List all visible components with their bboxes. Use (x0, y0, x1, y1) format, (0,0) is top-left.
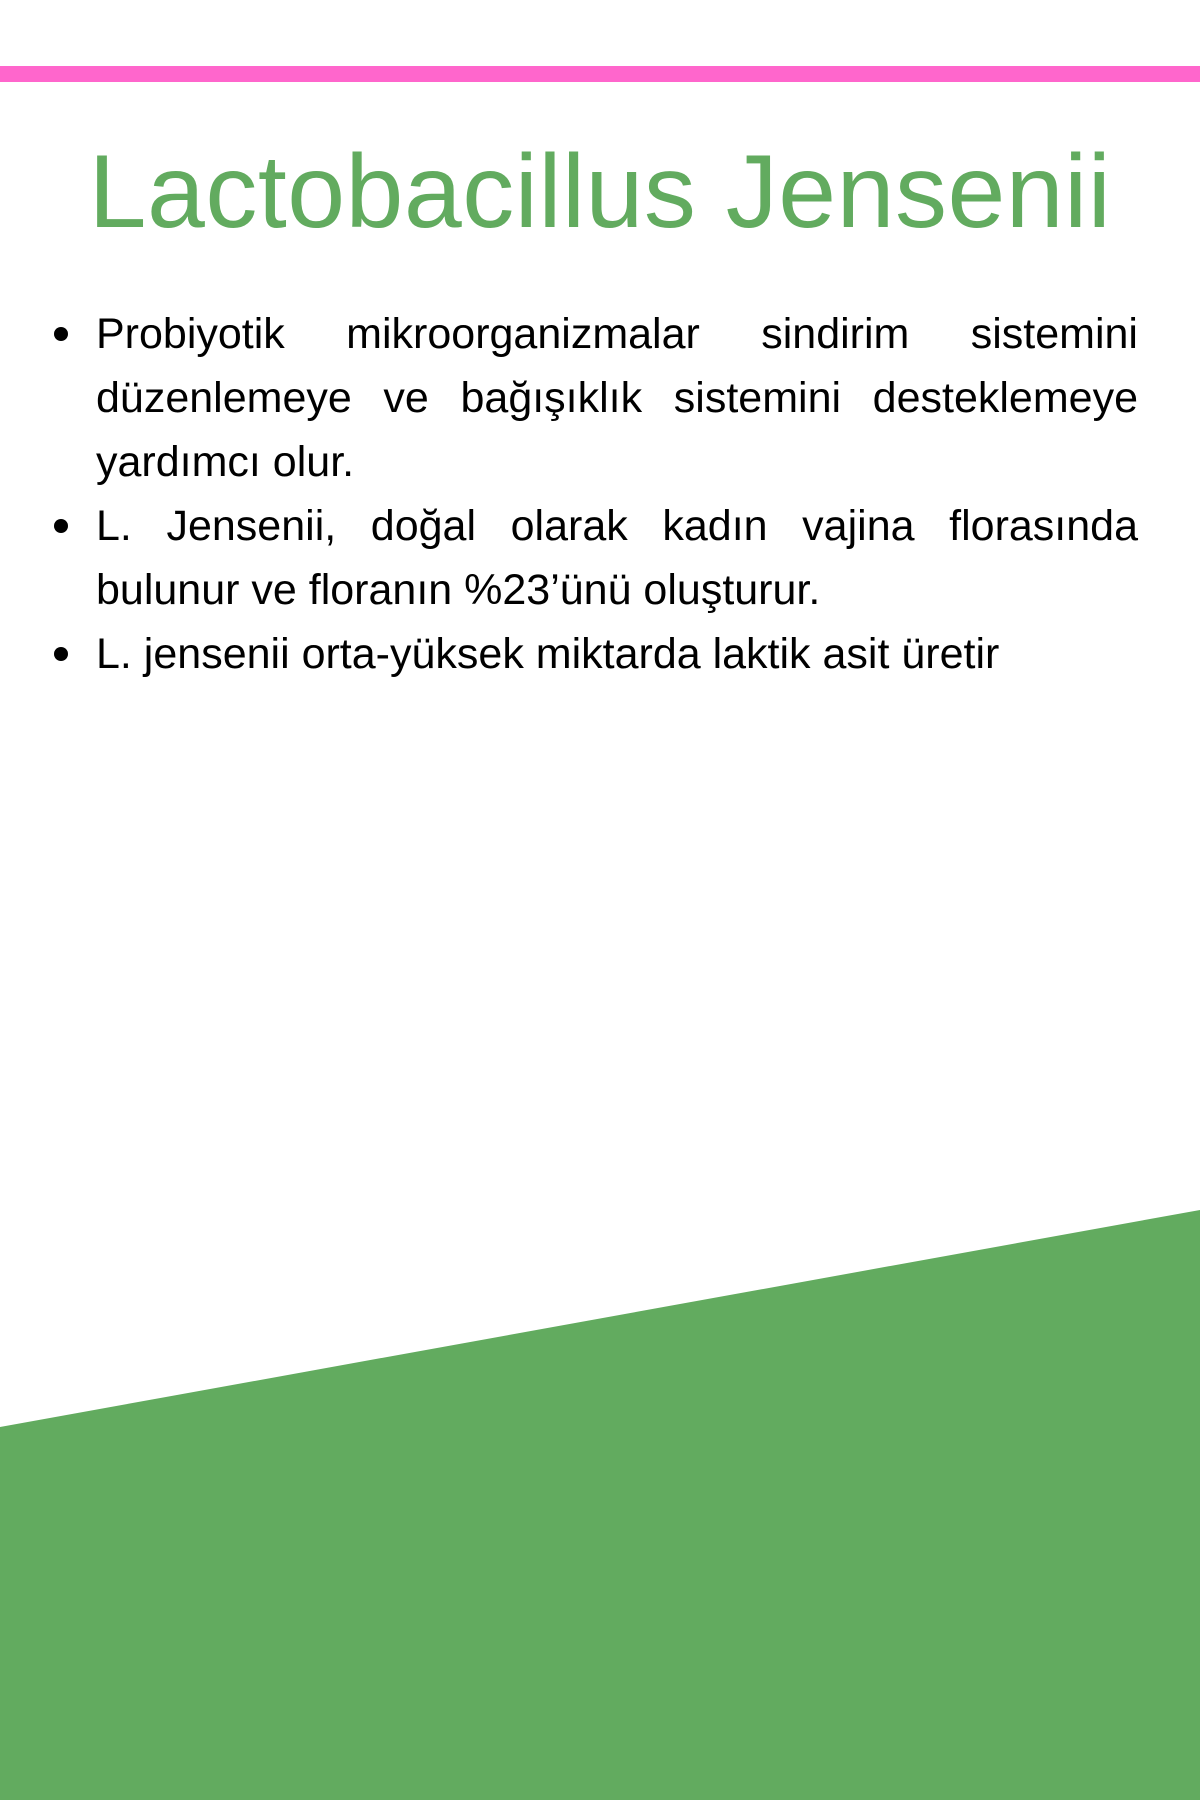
green-wedge (0, 1210, 1200, 1800)
bullet-text: Probiyotik mikroorganizmalar sindirim sistemini düzenlemeye ve bağışıklık sistemini desteklemeye yardımcı olur. (96, 310, 1138, 486)
bullet-text: L. Jensenii, doğal olarak kadın vajina florasında bulunur ve floranın %23’ünü oluşturur. (96, 502, 1138, 614)
bullet-item (96, 302, 1138, 494)
bullet-list (0, 302, 1200, 686)
bullet-text: L. jensenii orta-yüksek miktarda laktik asit üretir (96, 630, 1000, 678)
page-title: Lactobacillus Jensenii (88, 134, 1112, 250)
bullet-dot-icon (54, 327, 68, 341)
bullet-dot-icon (54, 647, 68, 661)
bullet-item (96, 622, 1138, 686)
bullet-item (96, 494, 1138, 622)
top-pink-stripe (0, 66, 1200, 82)
bullet-dot-icon (54, 519, 68, 533)
